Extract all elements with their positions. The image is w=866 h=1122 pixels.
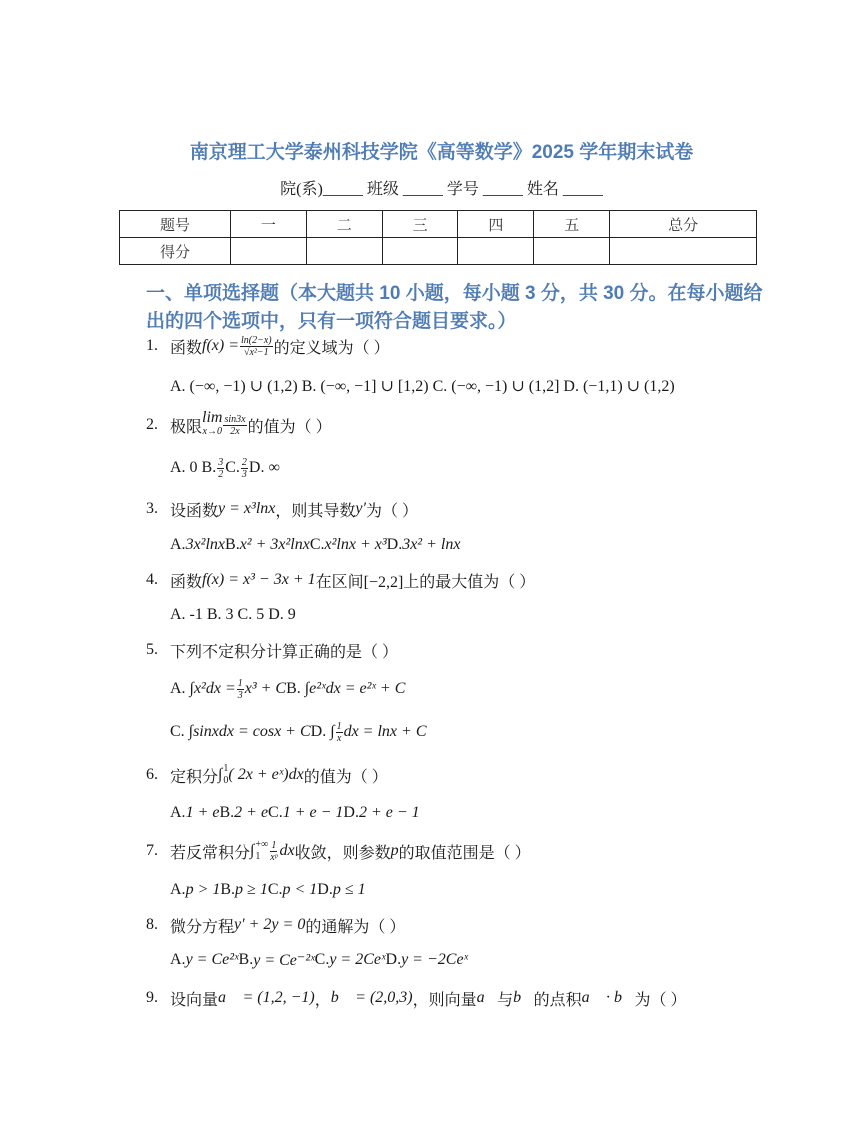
question-number: 3. [146, 500, 158, 517]
question-number: 6. [146, 766, 158, 783]
question-number: 8. [146, 916, 158, 933]
header-cell: 总分 [610, 211, 757, 238]
answer-options [170, 600, 296, 630]
question-number: 9. [146, 989, 158, 1006]
math-expression: a⃗ · b⃗ [581, 989, 635, 1006]
text-segment: 在区间[−2,2]上的最大值为（ ） [315, 573, 536, 591]
math-expression: y′ [355, 500, 366, 517]
text-segment: A. [170, 804, 186, 821]
math-expression: b⃗ = (2,0,3) [330, 989, 413, 1006]
limit-subscript: x→0 [202, 426, 222, 437]
fraction-numerator: 2 [241, 456, 247, 468]
fraction-numerator: 1 [237, 677, 243, 689]
text-segment: B. [219, 804, 235, 821]
text-segment: D. [317, 881, 333, 898]
integral-symbol: ∫ [218, 766, 223, 783]
text-segment: C. [268, 804, 283, 821]
math-expression: f(x) = [202, 337, 240, 354]
answer-options [170, 945, 468, 975]
answer-options [170, 530, 460, 560]
math-expression: sinxdx = cosx + C [193, 723, 311, 740]
math-expression: 1 + e − 1 [282, 804, 344, 821]
answer-options [170, 717, 427, 747]
math-expression: 2 + e − 1 [358, 804, 420, 821]
fraction-numerator: ln(2−x) [241, 334, 272, 346]
text-segment: A. [170, 881, 186, 898]
text-segment: ， [314, 991, 331, 1009]
math-expression: f(x) = x³ − 3x + 1 [202, 571, 316, 588]
math-expression: x² + 3x²lnx [239, 536, 310, 553]
math-expression: y = 2Ceˣ [329, 951, 386, 968]
header-cell: 四 [458, 211, 534, 238]
score-cell [231, 238, 307, 265]
fraction-denominator: 2 [218, 468, 224, 480]
answer-options [170, 674, 405, 704]
math-expression: x³ + C [244, 680, 287, 697]
fraction [217, 457, 224, 480]
score-cell [610, 238, 757, 265]
fraction-numerator: sin3x [224, 413, 246, 425]
integral-sign [218, 763, 228, 787]
question-stem [146, 565, 535, 595]
student-info-line: 院(系)_____ 班级 _____ 学号 _____ 姓名 _____ [280, 181, 603, 198]
integral-limits [255, 839, 268, 863]
text-segment: 的值为（ ） [247, 418, 332, 436]
score-cell [458, 238, 534, 265]
fraction [336, 721, 343, 744]
text-segment: D. ∞ [248, 459, 280, 476]
question-number: 4. [146, 571, 158, 588]
text-segment: D. [343, 804, 359, 821]
score-cell [382, 238, 458, 265]
fraction-denominator: 3 [237, 689, 243, 701]
text-segment: 函数 [170, 339, 203, 357]
math-expression: 1 + e [185, 804, 220, 821]
fraction-numerator: 3 [218, 456, 224, 468]
text-segment: 的点积 [533, 991, 582, 1009]
text-segment: D. ∫ [310, 723, 335, 740]
answer-options [170, 453, 280, 483]
text-segment: 微分方程 [170, 918, 235, 936]
text-segment: 设向量 [170, 991, 219, 1009]
math-expression: p > 1 [185, 881, 221, 898]
answer-options [170, 875, 366, 905]
math-expression: p ≥ 1 [235, 881, 268, 898]
question-stem [146, 836, 531, 866]
math-expression: y = x³lnx [218, 500, 276, 517]
integral-sign [250, 839, 268, 863]
text-segment: A. [170, 536, 186, 553]
header-cell: 题号 [120, 211, 231, 238]
section-heading: 一、单项选择题（本大题共 10 小题，每小题 3 分，共 30 分。在每小题给出的四个选项中，只有一项符合题目要求。） [146, 283, 763, 332]
fraction-denominator: xᵖ [270, 851, 278, 863]
math-expression: a⃗ [476, 989, 498, 1006]
text-segment: 为（ ） [634, 991, 687, 1009]
text-segment: 的通解为（ ） [305, 918, 406, 936]
lower-limit: 1 [255, 851, 261, 862]
score-row-label: 得分 [120, 238, 231, 265]
text-segment: A. 0 B. [170, 459, 217, 476]
lower-limit: 0 [223, 775, 229, 786]
math-expression: ( 2x + eˣ)dx [228, 766, 304, 783]
math-expression: y = Ce²ˣ [185, 951, 239, 968]
text-segment: 与 [497, 991, 514, 1009]
fraction [237, 678, 244, 701]
exam-title: 南京理工大学泰州科技学院《高等数学》2025 学年期末试卷 [189, 142, 694, 163]
score-cell [534, 238, 610, 265]
fraction-denominator: 2x [230, 425, 240, 437]
question-number: 1. [146, 337, 158, 354]
fraction-numerator: 1 [271, 839, 277, 851]
text-segment: C. ∫ [170, 723, 194, 740]
question-number: 2. [146, 416, 158, 433]
text-segment: 定积分 [170, 768, 219, 786]
header-cell: 二 [306, 211, 382, 238]
upper-limit: +∞ [255, 839, 269, 850]
header-cell: 五 [534, 211, 610, 238]
math-expression: e²ˣdx = e²ˣ + C [309, 680, 406, 697]
math-expression: y = Ce⁻²ˣ [253, 952, 315, 969]
answer-options [170, 798, 420, 828]
question-stem [146, 760, 388, 790]
text-segment: 若反常积分 [170, 844, 251, 862]
math-expression: y = −2Ceˣ [401, 951, 469, 968]
score-cell [306, 238, 382, 265]
text-segment: D. [386, 536, 403, 553]
text-segment: B. [225, 536, 240, 553]
text-segment: 的值为（ ） [303, 768, 388, 786]
math-expression: a⃗ = (1,2, −1) [218, 989, 315, 1006]
text-segment: B. ∫ [286, 680, 310, 697]
text-segment: C. [225, 459, 240, 476]
text-segment: ，则其导数 [275, 502, 356, 520]
question-stem [146, 910, 405, 940]
limit-label: lim [202, 409, 223, 426]
math-expression: p [390, 842, 399, 859]
fraction [240, 335, 273, 358]
text-segment: 设函数 [170, 502, 219, 520]
text-segment: C. [267, 881, 283, 898]
text-segment: 为（ ） [365, 502, 418, 520]
question-stem [146, 494, 418, 524]
math-expression: dx [279, 842, 295, 859]
math-expression: x²dx = [193, 680, 236, 697]
question-stem [146, 983, 687, 1013]
question-number: 5. [146, 641, 158, 658]
score-table-header-row [120, 211, 757, 238]
text-segment: 的定义域为（ ） [273, 339, 390, 357]
math-expression: dx = lnx + C [343, 723, 427, 740]
fraction-numerator: 1 [336, 720, 342, 732]
text-segment: 极限 [170, 418, 203, 436]
math-expression: 3x²lnx [185, 536, 226, 553]
text-segment: 函数 [170, 573, 203, 591]
fraction-denominator: 3 [241, 468, 247, 480]
question-stem [146, 331, 390, 361]
text-segment: ，则向量 [412, 991, 477, 1009]
question-stem [146, 635, 398, 665]
limit-operator [202, 411, 222, 439]
text-segment: C. [309, 536, 325, 553]
text-segment: B. [220, 881, 236, 898]
header-cell: 三 [382, 211, 458, 238]
fraction-denominator: x [336, 732, 342, 744]
score-table-score-row [120, 238, 757, 265]
text-segment: A. ∫ [170, 680, 194, 697]
text-segment: D. [385, 951, 402, 968]
score-table [119, 210, 757, 265]
math-expression: 3x² + lnx [402, 536, 461, 553]
answer-options [170, 371, 675, 401]
text-segment: 收敛，则参数 [294, 844, 391, 862]
fraction [241, 457, 248, 480]
math-expression: x²lnx + x³ [324, 536, 387, 553]
text-segment: 下列不定积分计算正确的是（ ） [170, 643, 399, 661]
fraction [269, 840, 278, 863]
math-expression: 2 + e [234, 804, 269, 821]
text-segment: 的取值范围是（ ） [398, 844, 531, 862]
text-segment: A. [170, 951, 186, 968]
math-expression: b⃗ [513, 989, 534, 1006]
text-segment: B. [238, 951, 254, 968]
text-segment: A. -1 B. 3 C. 5 D. 9 [170, 606, 296, 623]
integral-symbol: ∫ [250, 842, 255, 859]
question-stem [146, 410, 332, 440]
text-segment: C. [314, 951, 330, 968]
fraction [223, 414, 246, 437]
fraction-denominator: √x²−1 [243, 346, 269, 358]
upper-limit: 1 [223, 763, 229, 774]
text-segment: A. (−∞, −1) ∪ (1,2) B. (−∞, −1] ∪ [1,2) C. (−∞, −1) ∪ (1,2] D. (−1,1) ∪ (1,2) [170, 378, 675, 395]
header-cell: 一 [231, 211, 307, 238]
math-expression: y′ + 2y = 0 [234, 916, 306, 933]
question-number: 7. [146, 842, 158, 859]
math-expression: p ≤ 1 [332, 881, 366, 898]
math-expression: p < 1 [282, 881, 318, 898]
